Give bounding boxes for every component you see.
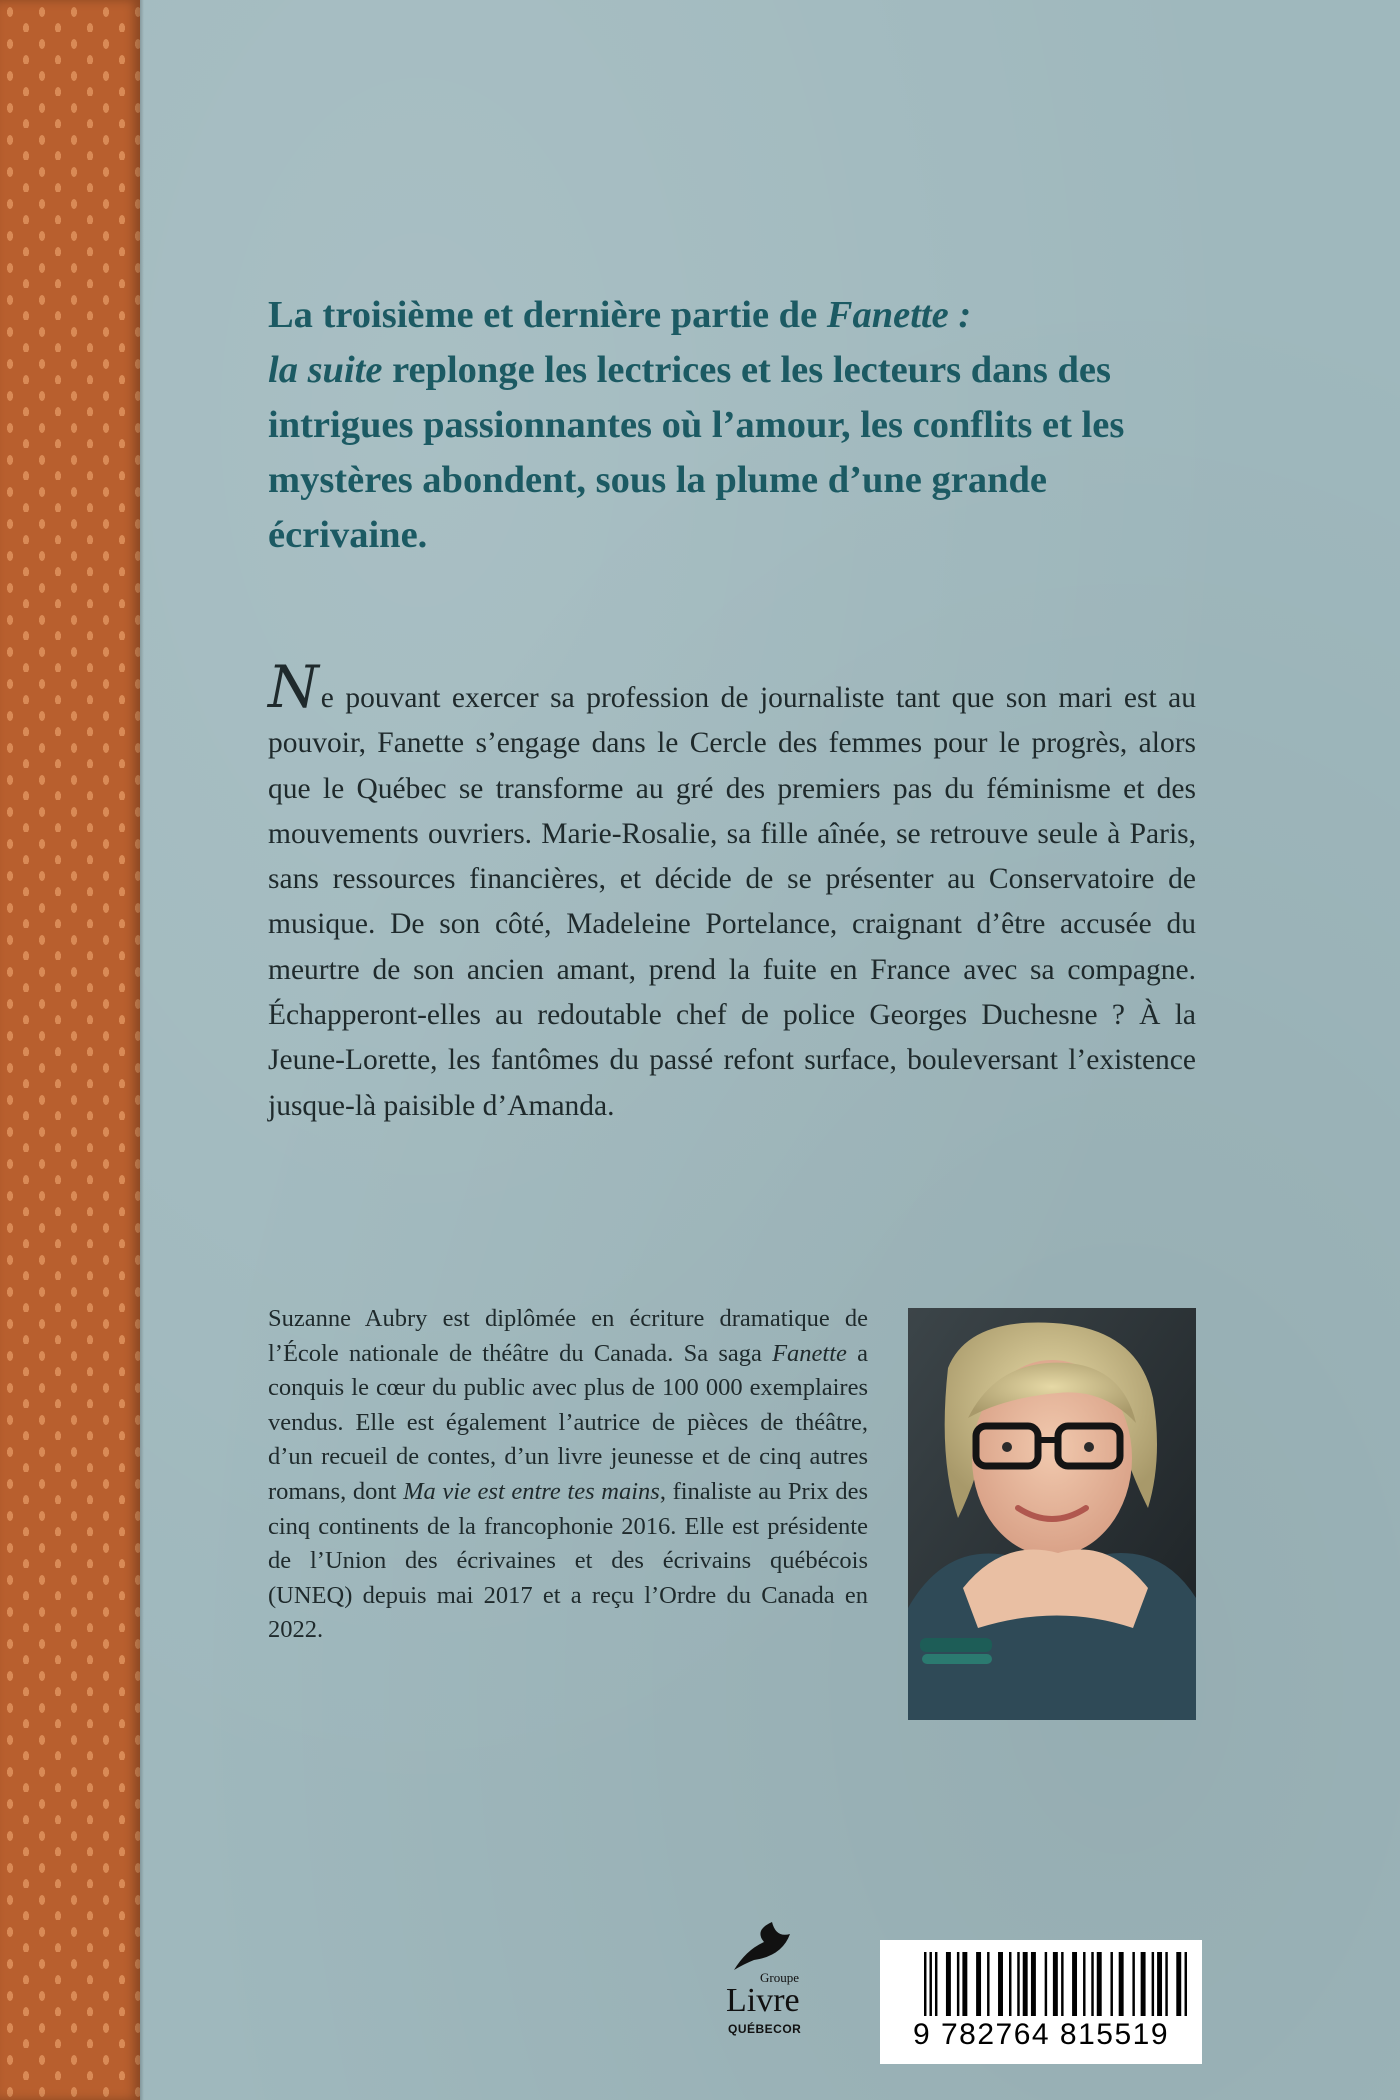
- barcode-bar: [1097, 1952, 1102, 2016]
- logo-livre-text: Livre: [726, 1982, 800, 2019]
- publisher-logo: [700, 1920, 830, 2050]
- barcode-bar: [1009, 1952, 1011, 2016]
- barcode-bar: [962, 1952, 967, 2016]
- barcode-bar: [929, 1952, 931, 2016]
- author-portrait-illustration: [908, 1308, 1196, 1720]
- barcode-bar: [1132, 1952, 1134, 2016]
- barcode-bar: [1165, 1952, 1167, 2016]
- barcode-bars: [880, 1940, 1202, 2020]
- bio-text-3: , finaliste au Prix des cinq continents de la francophonie 2016. Elle est présidente de l’Union des écrivaines et des écrivains québécois (UNEQ) depuis mai 2017 et a reçu l’Ordre du Canada en 2022.: [268, 1477, 868, 1644]
- barcode-bar: [1152, 1952, 1154, 2016]
- barcode-bar: [957, 1952, 959, 2016]
- barcode-bar: [1053, 1952, 1058, 2016]
- barcode-bar: [1157, 1952, 1162, 2016]
- barcode-bar: [1061, 1952, 1063, 2016]
- barcode-bar: [1119, 1952, 1124, 2016]
- logo-group-text: Groupe: [760, 1970, 799, 1985]
- synopsis-paragraph: [268, 653, 1196, 1129]
- barcode-bar: [935, 1952, 937, 2016]
- author-photo: [908, 1308, 1196, 1720]
- intro-text-2: replonge les lectrices et les lecteurs dans des intrigues passionnantes où l’amour, les conflits et les mystères abondent, sous la plume d’une grande écrivaine.: [268, 349, 1125, 556]
- barcode-bar: [1110, 1952, 1112, 2016]
- synopsis-text: e pouvant exercer sa profession de journaliste tant que son mari est au pouvoir, Fanette s’engage dans le Cercle des femmes pour le progrès, alors que le Québec se transforme au gré des premiers pas du féminisme et des mouvements ouvriers. Marie-Rosalie, sa fille aînée, se retrouve seule à Paris, sans ressources financières, et décide de se présenter au Conservatoire de musique. De son côté, Madeleine Portelance, craignant d’être accusée du meurtre de son ancien amant, prend la fuite en France avec sa compagne. Échapperont-elles au redoutable chef de police Georges Duchesne ? À la Jeune-Lorette, les fantômes du passé refont surface, bouleversant l’existence jusque-là paisible d’Amanda.: [268, 682, 1196, 1122]
- barcode-bar: [1185, 1952, 1187, 2016]
- barcode-bar: [976, 1952, 981, 2016]
- spine-shadow: [140, 0, 144, 2100]
- barcode-bar: [1072, 1952, 1077, 2016]
- leaf-icon: [724, 1920, 794, 1976]
- barcode-bar: [1023, 1952, 1028, 2016]
- barcode-bar: [987, 1952, 989, 2016]
- barcode-bar: [1176, 1952, 1181, 2016]
- barcode-bar: [998, 1952, 1003, 2016]
- intro-text-1: La troisième et dernière partie de: [268, 294, 827, 336]
- bio-title-1: Fanette: [772, 1339, 847, 1367]
- bio-text-2: a conquis le cœur du public avec plus de 100 000 exemplaires vendus. Elle est également l’autrice de pièces de théâtre, d’un recueil de contes, d’un livre jeunesse et de cinq autres romans, dont: [268, 1339, 869, 1505]
- author-bio: [268, 1302, 868, 1648]
- barcode-bar: [1045, 1952, 1047, 2016]
- bio-text-1: Suzanne Aubry est diplômée en écriture dramatique de l’École nationale de théâtre du Canada. Sa saga: [268, 1305, 868, 1367]
- barcode-bar: [1031, 1952, 1036, 2016]
- intro-blurb: [268, 288, 1168, 563]
- barcode-bar: [924, 1952, 926, 2016]
- logo-quebecor-text: QUÉBECOR: [728, 2022, 802, 2036]
- barcode-bar: [1141, 1952, 1146, 2016]
- barcode-bar: [1017, 1952, 1019, 2016]
- intro-title-1: Fanette :: [826, 294, 972, 336]
- barcode-bar: [1083, 1952, 1085, 2016]
- drop-cap: N: [268, 653, 319, 721]
- barcode-bar: [946, 1952, 951, 2016]
- bio-title-2: Ma vie est entre tes mains: [403, 1477, 660, 1505]
- isbn-digits: 9 782764 815519: [912, 2018, 1170, 2051]
- spine-pattern: [0, 0, 140, 2100]
- barcode-bar: [1091, 1952, 1093, 2016]
- isbn-barcode: [880, 1940, 1202, 2064]
- intro-title-2: la suite: [268, 349, 383, 391]
